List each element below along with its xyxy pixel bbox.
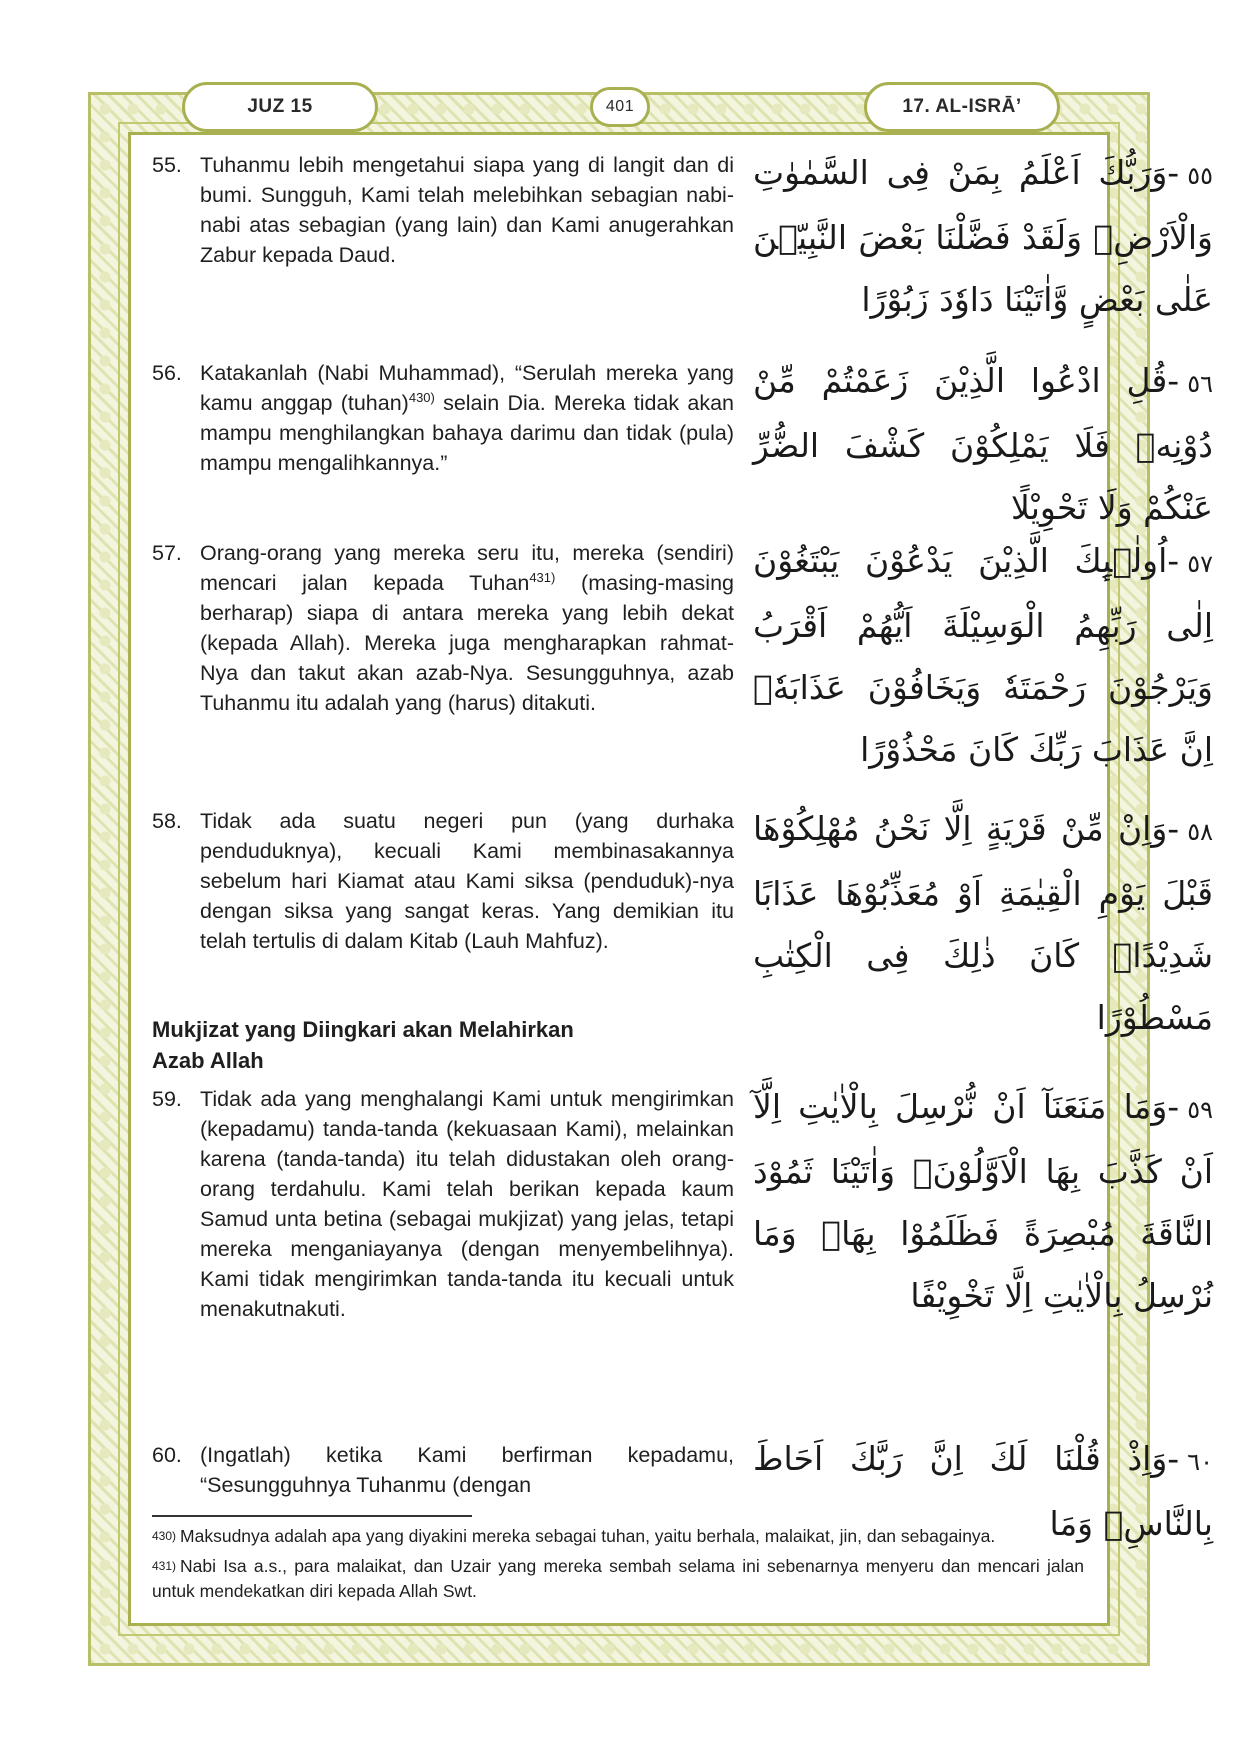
footnote-mark: 431) [152, 1559, 177, 1573]
arabic-text: قُلِ ادْعُوا الَّذِيْنَ زَعَمْتُمْ مِّنْ دُوْنِهٖ فَلَا يَمْلِكُوْنَ كَشْفَ الضُّرِّ عَنْكُمْ وَلَا تَحْوِيْلًا [753, 361, 1213, 527]
arabic-verse: ٥٧-اُولٰۤىِٕكَ الَّذِيْنَ يَدْعُوْنَ يَبْتَغُوْنَ اِلٰى رَبِّهِمُ الْوَسِيْلَةَ اَيُّهُمْ اَقْرَبُ وَيَرْجُوْنَ رَحْمَتَهٗ وَيَخَافُوْنَ عَذَابَهٗۗ اِنَّ عَذَابَ رَبِّكَ كَانَ مَحْذُوْرًا [753, 541, 1213, 769]
verse-number: 57. [152, 541, 182, 565]
verse-number: 56. [152, 361, 182, 385]
arabic-verse: ٥٥-وَرَبُّكَ اَعْلَمُ بِمَنْ فِى السَّمٰوٰتِ وَالْاَرْضِۗ وَلَقَدْ فَضَّلْنَا بَعْضَ النَّبِيّٖنَ عَلٰى بَعْضٍ وَّاٰتَيْنَا دَاوٗدَ زَبُوْرًا [753, 153, 1213, 319]
footnote-text: Maksudnya adalah apa yang diyakini mereka sebagai tuhan, yaitu berhala, malaikat, jin, dan sebagainya. [180, 1526, 996, 1546]
arabic-text: وَرَبُّكَ اَعْلَمُ بِمَنْ فِى السَّمٰوٰتِ وَالْاَرْضِۗ وَلَقَدْ فَضَّلْنَا بَعْضَ النَّبِيّٖنَ عَلٰى بَعْضٍ وَّاٰتَيْنَا دَاوٗدَ زَبُوْرًا [753, 153, 1213, 319]
verse-text: Orang-orang yang mereka seru itu, mereka (sendiri) mencari jalan kepada Tuhan [200, 541, 734, 595]
verse-text-cont: selain Dia. Mereka tidak akan mampu menghilangkan bahaya darimu dan tidak (pula) mampu mengalihkannya.” [200, 391, 735, 475]
arabic-verse: ٥٨-وَاِنْ مِّنْ قَرْيَةٍ اِلَّا نَحْنُ مُهْلِكُوْهَا قَبْلَ يَوْمِ الْقِيٰمَةِ اَوْ مُعَذِّبُوْهَا عَذَابًا شَدِيْدًاۗ كَانَ ذٰلِكَ فِى الْكِتٰبِ مَسْطُوْرًا [753, 809, 1213, 1037]
arabic-verse-number: ٦٠ [1187, 1448, 1213, 1476]
arabic-verse-number: ٥٥ [1187, 162, 1213, 190]
verse-number: 58. [152, 809, 182, 833]
footnote-text: Nabi Isa a.s., para malaikat, dan Uzair yang mereka sembah selama ini sebenarnya menyeru dan mencari jalan untuk mendekatkan diri kepada Allah Swt. [152, 1556, 1084, 1601]
arabic-verse: ٥٩-وَمَا مَنَعَنَآ اَنْ نُّرْسِلَ بِالْاٰيٰتِ اِلَّآ اَنْ كَذَّبَ بِهَا الْاَوَّلُوْنَۗ وَاٰتَيْنَا ثَمُوْدَ النَّاقَةَ مُبْصِرَةً فَظَلَمُوْا بِهَاۗ وَمَا نُرْسِلُ بِالْاٰيٰتِ اِلَّا تَخْوِيْفًا [753, 1087, 1213, 1315]
juz-label: JUZ 15 [182, 82, 378, 132]
arabic-verse-number: ٥٩ [1187, 1096, 1213, 1124]
verse-number: 55. [152, 153, 182, 177]
arabic-text: وَاِذْ قُلْنَا لَكَ اِنَّ رَبَّكَ اَحَاطَ بِالنَّاسِۗ وَمَا [753, 1439, 1213, 1543]
footnote-mark: 430) [152, 1529, 177, 1543]
footnote-430 [152, 1524, 1084, 1549]
arabic-verse: ٥٦-قُلِ ادْعُوا الَّذِيْنَ زَعَمْتُمْ مِّنْ دُوْنِهٖ فَلَا يَمْلِكُوْنَ كَشْفَ الضُّرِّ عَنْكُمْ وَلَا تَحْوِيْلًا [753, 361, 1213, 527]
verse-text: (Ingatlah) ketika Kami berfirman kepadamu, “Sesungguhnya Tuhanmu (dengan [200, 1443, 734, 1497]
verse-number: 60. [152, 1443, 182, 1467]
arabic-verse: ٦٠-وَاِذْ قُلْنَا لَكَ اِنَّ رَبَّكَ اَحَاطَ بِالنَّاسِۗ وَمَا [753, 1439, 1213, 1543]
verse-text: Katakanlah (Nabi Muhammad), “Serulah mereka yang kamu anggap (tuhan) [200, 361, 734, 415]
arabic-verse-number: ٥٧ [1187, 550, 1213, 578]
arabic-verse-number: ٥٨ [1187, 818, 1213, 846]
verse-text: Tidak ada yang menghalangi Kami untuk mengirimkan (kepadamu) tanda-tanda (kekuasaan Kami), melainkan karena (tanda-tanda) itu telah didustakan oleh orang-orang terdahulu. Kami telah berikan kepada kaum Samud unta betina (sebagai mukjizat) yang jelas, tetapi mereka menganiayanya (dengan menyembelihnya). Kami tidak mengirimkan tanda-tanda itu kecuali untuk menakutnakuti. [200, 1087, 734, 1321]
verse-text-cont: (masing-masing berharap) siapa di antara mereka yang lebih dekat (kepada Allah). Mereka juga mengharapkan rahmat-Nya dan takut akan azab-Nya. Sesungguhnya, azab Tuhanmu itu adalah yang (harus) ditakuti. [200, 571, 734, 715]
arabic-text: وَمَا مَنَعَنَآ اَنْ نُّرْسِلَ بِالْاٰيٰتِ اِلَّآ اَنْ كَذَّبَ بِهَا الْاَوَّلُوْنَۗ وَاٰتَيْنَا ثَمُوْدَ النَّاقَةَ مُبْصِرَةً فَظَلَمُوْا بِهَاۗ وَمَا نُرْسِلُ بِالْاٰيٰتِ اِلَّا تَخْوِيْفًا [753, 1087, 1213, 1315]
footnote-ref: 430) [408, 389, 435, 405]
verse-text: Tuhanmu lebih mengetahui siapa yang di langit dan di bumi. Sungguh, Kami telah melebihkan sebagian nabi-nabi atas sebagian (yang lain) dan Kami anugerahkan Zabur kepada Daud. [200, 153, 734, 267]
verse-number: 59. [152, 1087, 182, 1111]
section-heading: Mukjizat yang Diingkari akan Melahirkan Azab Allah [152, 1017, 574, 1073]
arabic-verse-number: ٥٦ [1187, 370, 1213, 398]
verse-text: Tidak ada suatu negeri pun (yang durhaka penduduknya), kecuali Kami membinasakannya sebelum hari Kiamat atau Kami siksa (penduduk)-nya dengan siksa yang sangat keras. Yang demikian itu telah tertulis di dalam Kitab (Lauh Mahfuz). [200, 809, 734, 953]
arabic-text: اُولٰۤىِٕكَ الَّذِيْنَ يَدْعُوْنَ يَبْتَغُوْنَ اِلٰى رَبِّهِمُ الْوَسِيْلَةَ اَيُّهُمْ اَقْرَبُ وَيَرْجُوْنَ رَحْمَتَهٗ وَيَخَافُوْنَ عَذَابَهٗۗ اِنَّ عَذَابَ رَبِّكَ كَانَ مَحْذُوْرًا [753, 541, 1213, 769]
page-number: 401 [590, 87, 650, 127]
surah-label: 17. AL-ISRĀ’ [864, 82, 1060, 132]
footnote-divider [152, 1515, 472, 1517]
footnote-ref: 431) [529, 569, 556, 585]
footnote-431 [152, 1554, 1084, 1604]
arabic-text: وَاِنْ مِّنْ قَرْيَةٍ اِلَّا نَحْنُ مُهْلِكُوْهَا قَبْلَ يَوْمِ الْقِيٰمَةِ اَوْ مُعَذِّبُوْهَا عَذَابًا شَدِيْدًاۗ كَانَ ذٰلِكَ فِى الْكِتٰبِ مَسْطُوْرًا [753, 809, 1213, 1037]
